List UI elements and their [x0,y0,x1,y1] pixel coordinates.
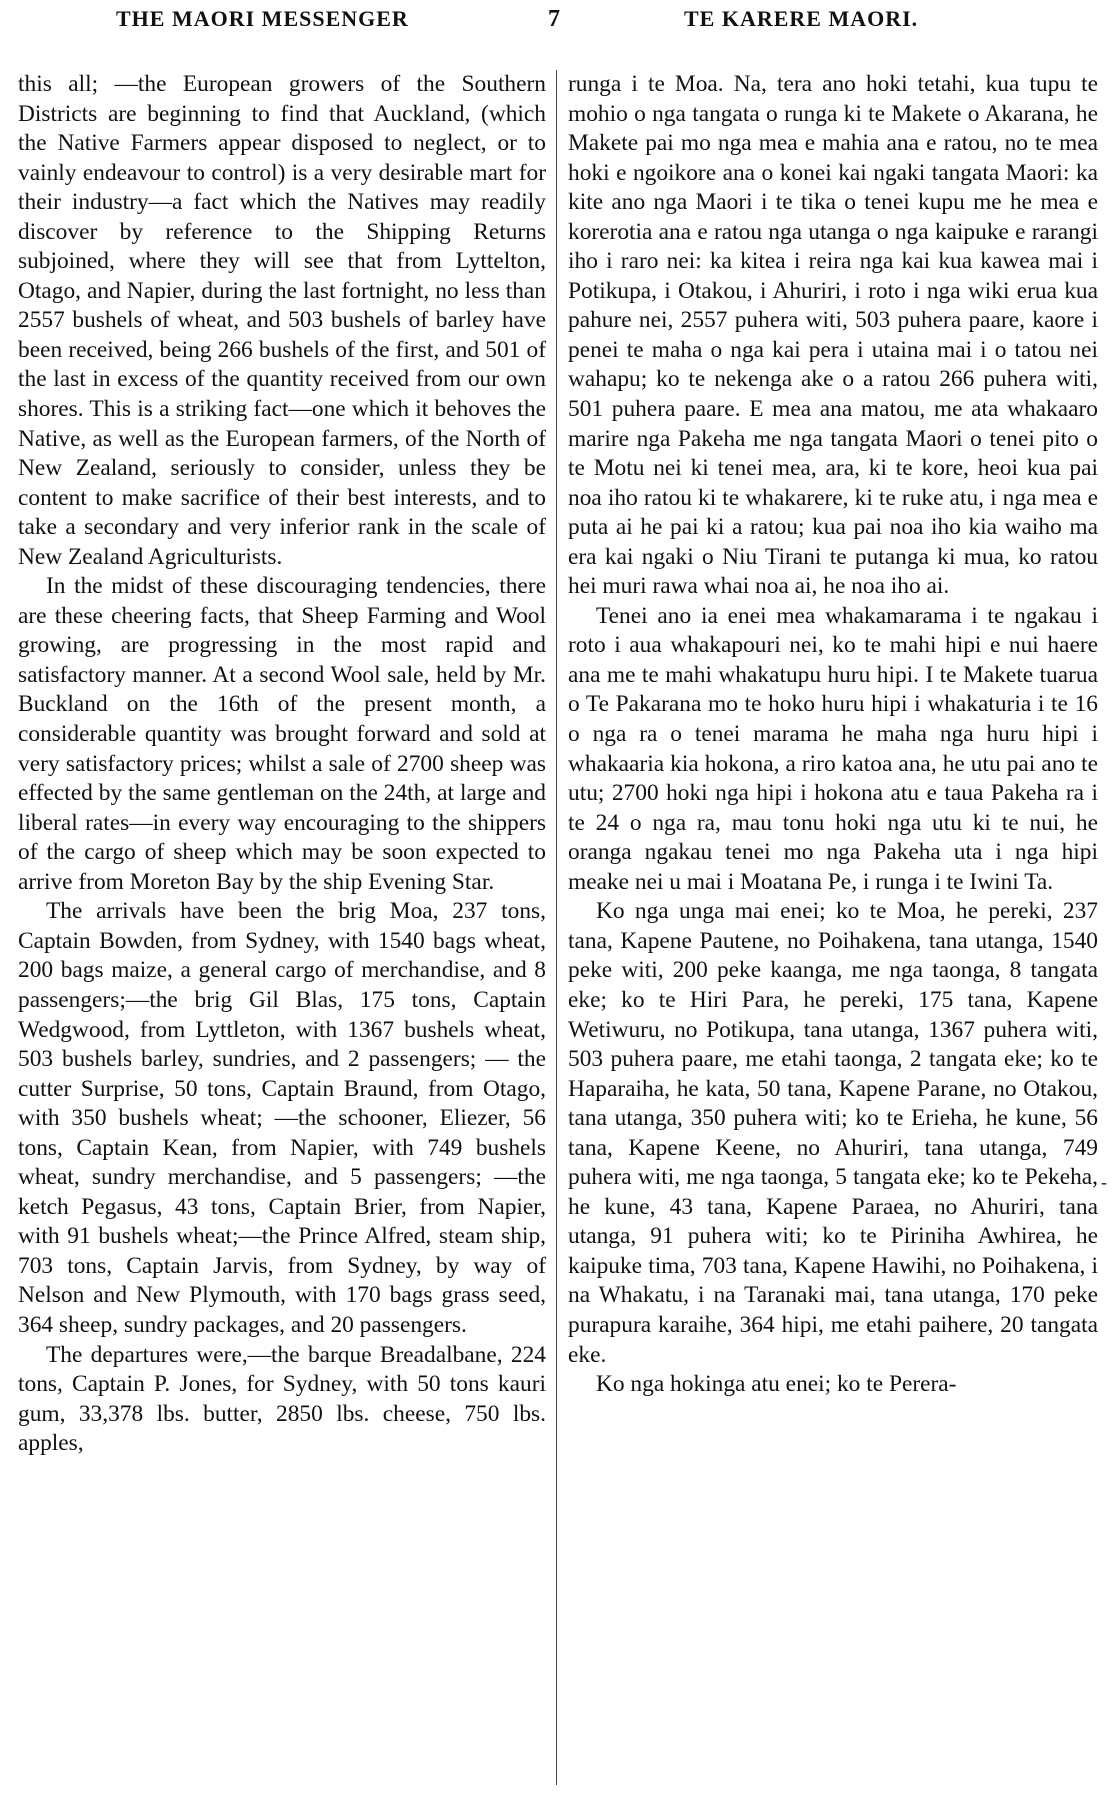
margin-mark: - [1101,1172,1107,1192]
maori-column [568,70,1098,1400]
maori-paragraph-4: Ko nga hokinga atu enei; ko te Perera- [596,1371,957,1398]
english-paragraph-3: The arrivals have been the brig Moa, 237 tons, Captain Bowden, from Sydney, with 1540 bags wheat, 200 bags maize, a general cargo of merchandise, and 8 passengers;—the brig Gil Blas, 175 tons, Captain Wedgwood, from Lyttleton, with 1367 bushels wheat, 503 bushels barley, sundries, and 2 passengers; — the cutter Surprise, 50 tons, Captain Braund, from Otago, with 350 bushels wheat; —the schooner, Eliezer, 56 tons, Captain Kean, from Napier, with 749 bushels wheat, sundry merchandise, and 5 passengers; —the ketch Pegasus, 43 tons, Captain Brier, from Napier, with 91 bushels wheat;—the Prince Alfred, steam ship, 703 tons, Captain Jarvis, from Sydney, by way of Nelson and New Plymouth, with 170 bags grass seed, 364 sheep, sundry packages, and 20 passengers. [18,898,546,1338]
maori-paragraph-2: Tenei ano ia enei mea whakamarama i te ngakau i roto i aua whakapouri nei, ko te mahi hipi e nui haere ana me te mahi whakatupu huru hipi. I te Makete tuarua o Te Pakarana mo te hoko huru hipi i whakaturia i te 16 o nga ra o tenei marama he maha nga huru hipi i whakaaria kia hokona, a riro katoa ana, he utu pai ano te utu; 2700 hoki nga hipi i hokona atu e taua Pakeha ra i te 24 o nga ra, mau tonu hoki nga utu ki te nui, he oranga ngakau tenei mo nga Pakeha uta i nga hipi meake nei u mai i Moatana Pe, i runga i te Iwini Ta. [568,602,1098,895]
english-paragraph-2: In the midst of these discouraging tendencies, there are these cheering facts, that Sheep Farming and Wool growing, are progressing in the most rapid and satisfactory manner. At a second Wool sale, held by Mr. Buckland on the 16th of the present month, a considerable quantity was brought forward and sold at very satisfactory prices; whilst a sale of 2700 sheep was effected by the same gentleman on the 24th, at large and liberal rates—in every way encouraging to the shippers of the cargo of sheep which may be soon expected to arrive from Moreton Bay by the ship Evening Star. [18,573,546,895]
page-number: 7 [548,6,560,32]
maori-paragraph-1: runga i te Moa. Na, tera ano hoki tetahi, kua tupu te mohio o nga tangata o runga ki te Makete o Akarana, he Makete pai mo nga mea e mahia ana e ratou, no te mea hoki e ngoikore ana o konei kai ngaki tangata Maori: ka kite ano nga Maori i te tika o tenei kupu me he mea e korerotia ana e ratou nga utanga o nga kaipuke e rarangi iho i raro nei: ka kitea i reira nga kai kua kawea mai i Potikupa, i Otakou, i Ahuriri, i roto i nga wiki erua kua pahure nei, 2557 puhera witi, 503 puhera paare, kaore i penei te maha o nga kai pera i utaina mai i o tatou nei wahapu; ko te nekenga ake o a ratou 266 puhera witi, 501 puhera paare. E mea ana matou, me ata whakaaro marire nga Pakeha me nga tangata Maori o tenei pito o te Motu nei ki tenei mea, ara, ki te kore, heoi kua pai noa iho ratou ki te whakarere, ki te ruke atu, i nga mea e puta ai he pai ki a ratou; kua pai noa iho kia waiho ma era kai ngaki o Niu Tirani te putanga ki mua, ko ratou hei muri rawa whai noa ai, he noa iho ai. [568,71,1098,600]
english-column [18,70,546,1459]
english-paragraph-4: The departures were,—the barque Breadalbane, 224 tons, Captain P. Jones, for Sydney, with 50 tons kauri gum, 33,378 lbs. butter, 2850 lbs. cheese, 750 lbs. apples, [18,1341,546,1457]
english-paragraph-1: this all; —the European growers of the Southern Districts are beginning to find that Auckland, (which the Native Farmers appear disposed to neglect, or to vainly endeavour to control) is a very desirable mart for their industry—a fact which the Natives may readily discover by reference to the Shipping Returns subjoined, where they will see that from Lyttelton, Otago, and Napier, during the last fortnight, no less than 2557 bushels of wheat, and 503 bushels of barley have been received, being 266 bushels of the first, and 501 of the last in excess of the quantity received from our own shores. This is a striking fact—one which it behoves the Native, as well as the European farmers, of the North of New Zealand, seriously to consider, unless they be content to make sacrifice of their best interests, and to take a secondary and very inferior rank in the scale of New Zealand Agriculturists. [18,71,546,570]
page-header [0,6,1114,46]
header-title-maori: TE KARERE MAORI. [684,6,919,31]
maori-paragraph-3: Ko nga unga mai enei; ko te Moa, he pereki, 237 tana, Kapene Pautene, no Poihakena, tana utanga, 1540 peke witi, 200 peke kaanga, me nga taonga, 8 tangata eke; ko te Hiri Para, he pereki, 175 tana, Kapene Wetiwuru, no Potikupa, tana utanga, 1367 puhera witi, 503 puhera paare, me etahi taonga, 2 tangata eke; ko te Haparaiha, he kata, 50 tana, Kapene Parane, no Otakou, tana utanga, 350 puhera witi; ko te Erieha, he kune, 56 tana, Kapene Keene, no Ahuriri, tana utanga, 749 puhera witi, me nga taonga, 5 tangata eke; ko te Pekeha, he kune, 43 tana, Kapene Paraea, no Ahuriri, tana utanga, 91 puhera witi; ko te Piriniha Awhirea, he kaipuke tima, 703 tana, Kapene Hawihi, no Poihakena, i na Whakatu, i na Taranaki mai, tana utanga, 170 peke purapura karaihe, 364 hipi, me etahi paihere, 20 tangata eke. [568,898,1098,1368]
column-divider [556,70,557,1785]
header-title-english: THE MAORI MESSENGER [116,6,409,31]
